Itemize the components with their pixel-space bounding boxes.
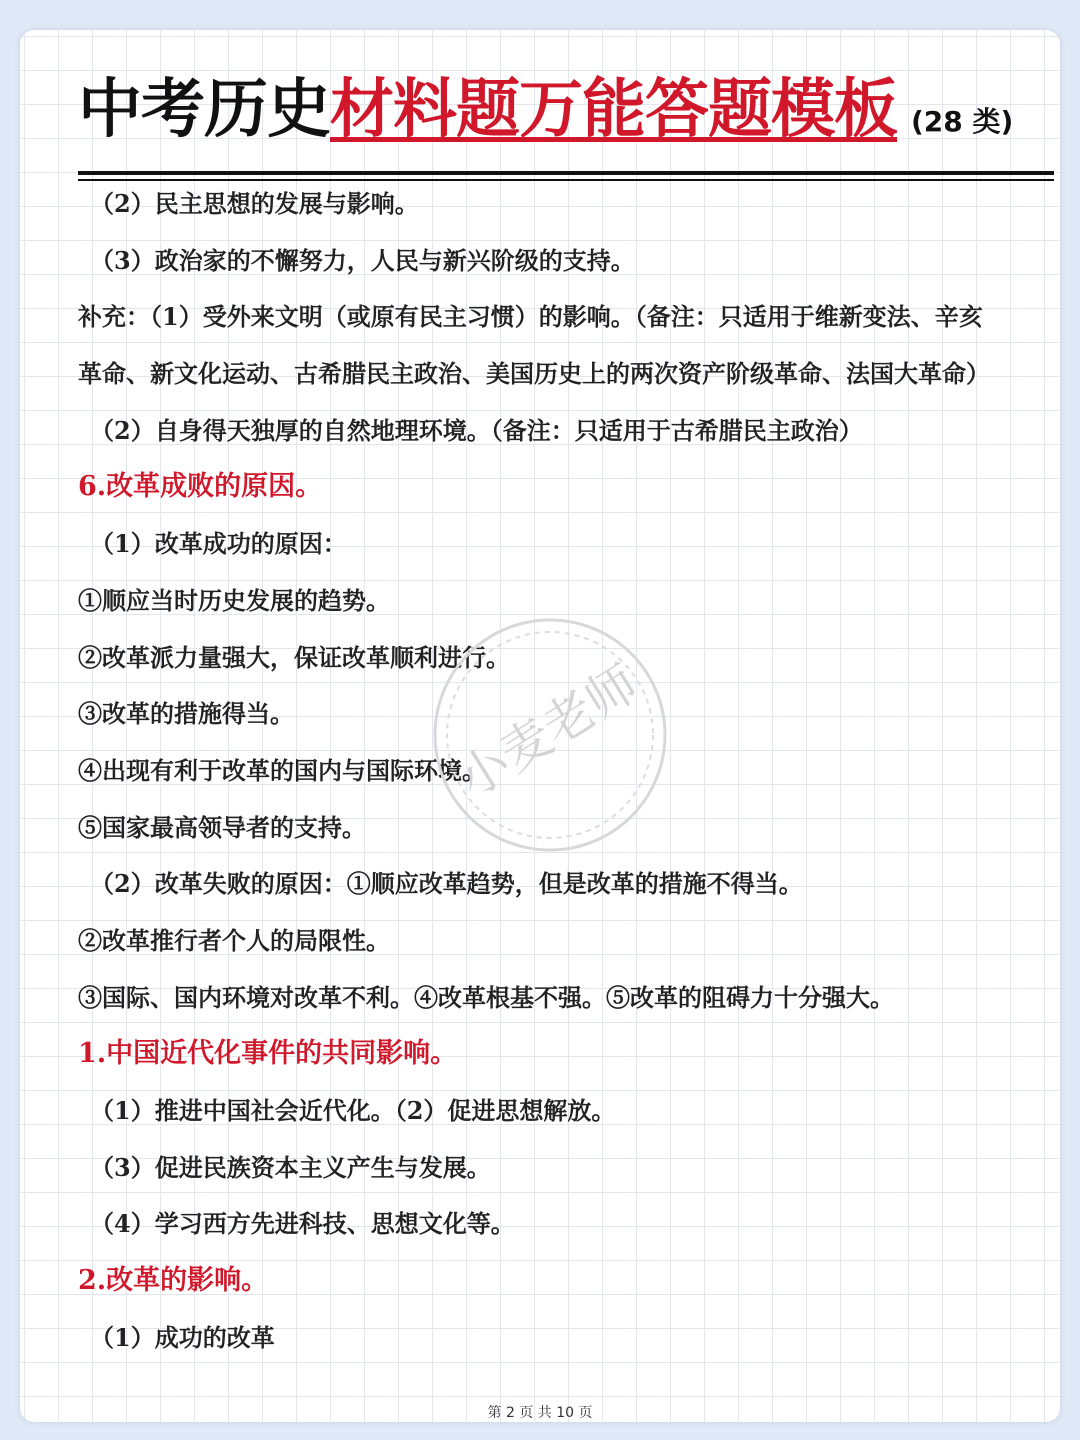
- text-line: ⑤国家最高领导者的支持。: [78, 812, 366, 842]
- text-line: （2）民主思想的发展与影响。: [90, 189, 419, 218]
- title-black-part: 中考历史: [78, 73, 330, 147]
- text-line: 补充：（1）受外来文明（或原有民主习惯）的影响。（备注：只适用于维新变法、辛亥: [78, 302, 983, 332]
- text-line: ④出现有利于改革的国内与国际环境。: [78, 755, 486, 785]
- text-line: 革命、新文化运动、古希腊民主政治、美国历史上的两次资产阶级革命、法国大革命）: [78, 359, 990, 389]
- page-title: [78, 70, 1048, 160]
- text-line: ②改革派力量强大，保证改革顺利进行。: [78, 642, 510, 672]
- text-line: （1）推进中国社会近代化。（2）促进思想解放。: [90, 1096, 616, 1125]
- watermark-text: 小麦老师: [447, 654, 649, 810]
- text-line: ③改革的措施得当。: [78, 699, 294, 729]
- text-line: （3）促进民族资本主义产生与发展。: [90, 1152, 491, 1182]
- text-line: （4）学习西方先进科技、思想文化等。: [90, 1209, 515, 1239]
- text-line: （2）改革失败的原因：①顺应改革趋势，但是改革的措施不得当。: [90, 869, 803, 899]
- text-line: ②改革推行者个人的局限性。: [78, 925, 390, 955]
- page-footer: 第 2 页 共 10 页: [487, 1405, 593, 1421]
- text-line: （1）成功的改革: [90, 1322, 275, 1352]
- title-count: (28 类): [911, 105, 1014, 138]
- section-heading: 6.改革成败的原因。: [78, 471, 323, 503]
- section-heading: 1.中国近代化事件的共同影响。: [78, 1038, 458, 1070]
- section-heading: 2.改革的影响。: [78, 1265, 269, 1297]
- text-line: （3）政治家的不懈努力，人民与新兴阶级的支持。: [90, 245, 635, 275]
- text-line: ①顺应当时历史发展的趋势。: [78, 585, 390, 615]
- text-line: ③国际、国内环境对改革不利。④改革根基不强。⑤改革的阻碍力十分强大。: [78, 982, 894, 1012]
- title-rule-thick: [78, 171, 1054, 175]
- text-line: （2）自身得天独厚的自然地理环境。（备注：只适用于古希腊民主政治）: [90, 415, 863, 445]
- title-red-part: 材料题万能答题模板: [330, 73, 897, 147]
- paper-page: [20, 30, 1060, 1422]
- watermark-stamp: [415, 600, 685, 870]
- text-line: （1）改革成功的原因：: [90, 529, 347, 559]
